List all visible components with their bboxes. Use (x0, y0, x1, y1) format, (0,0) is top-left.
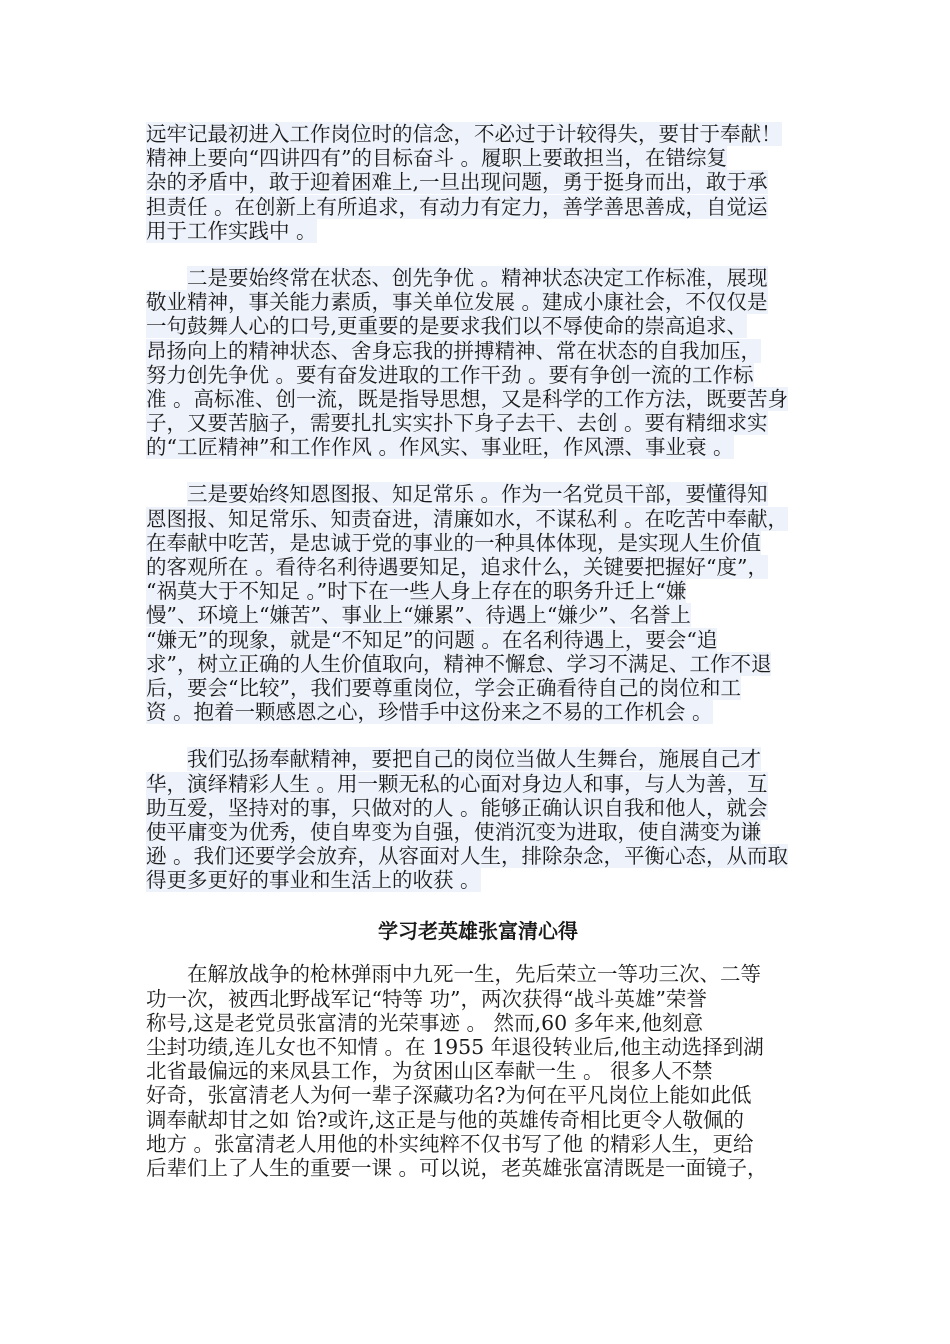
text-line: 精神上要向“四讲四有”的目标奋斗 。履职上要敢担当，在错综复 (146, 146, 727, 171)
text-line: 慢”、环境上“嫌苦”、事业上“嫌累”、待遇上“嫌少”、名誉上 (146, 603, 691, 628)
paragraph-spacer (146, 459, 810, 482)
paragraph (146, 747, 810, 892)
text-line: 地方 。张富清老人用他的朴实纯粹不仅书写了他 的精彩人生，更给 (146, 1131, 754, 1156)
text-line: 准 。高标准、创一流，既是指导思想，又是科学的工作方法，既要苦身 (146, 386, 789, 411)
text-line: 三是要始终知恩图报、知足常乐 。作为一名党员干部，要懂得知 (187, 482, 768, 507)
text-line: 一句鼓舞人心的口号,更重要的是要求我们以不辱使命的崇高追求、 (146, 314, 748, 339)
text-line: 助互爱，坚持对的事，只做对的人 。能够正确认识自我和他人，就会 (146, 795, 768, 820)
text-line: 调奉献却甘之如 饴?或许,这正是与他的英雄传奇相比更令人敬佩的 (146, 1107, 745, 1132)
text-line: 称号,这是老党员张富清的光荣事迹 。 然而,60 多年来,他刻意 (146, 1010, 704, 1035)
text-line: 的客观所在 。看待名利待遇要知足，追求什么，关键要把握好“度”， (146, 555, 768, 579)
text-line: 在奉献中吃苦，是忠诚于党的事业的一种具体体现，是实现人生价值 (146, 530, 761, 555)
text-line: 的“工匠精神”和工作作风 。作风实、事业旺，作风漂、事业衰 。 (146, 435, 734, 460)
text-line: 北省最偏远的来凤县工作，为贫困山区奉献一生 。 很多人不禁 (146, 1059, 713, 1084)
paragraph (146, 962, 810, 1180)
text-line: 尘封功绩,连儿女也不知情 。在 1955 年退役转业后,他主动选择到湖 (146, 1035, 764, 1059)
paragraph-spacer (146, 892, 810, 915)
text-line: 昂扬向上的精神状态、舍身忘我的拼搏精神、常在状态的自我加压， (146, 338, 761, 363)
text-line: 好奇，张富清老人为何一辈子深藏功名?为何在平凡岗位上能如此低 (146, 1083, 752, 1108)
text-line: 远牢记最初进入工作岗位时的信念，不必过于计较得失，要甘于奉献！ (146, 122, 782, 146)
paragraph-spacer (146, 243, 810, 266)
paragraph-spacer (146, 724, 810, 747)
text-line: 努力创先争优 。要有奋发进取的工作干劲 。要有争创一流的工作标 (146, 362, 754, 387)
text-line: 子，又要苦脑子，需要扎扎实实扑下身子去干、去创 。要有精细求实 (146, 411, 768, 436)
text-line: 二是要始终常在状态、创先争优 。精神状态决定工作标准，展现 (187, 265, 768, 290)
text-line: 担责任 。在创新上有所追求，有动力有定力，善学善思善成，自觉运 (146, 194, 768, 219)
text-line: 恩图报、知足常乐、知责奋进，清廉如水，不谋私利 。在吃苦中奉献， (146, 506, 789, 531)
text-line: 功一次，被西北野战军记“特等 功”，两次获得“战斗英雄”荣誉 (146, 986, 707, 1011)
text-line: 资 。抱着一颗感恩之心，珍惜手中这份来之不易的工作机会 。 (146, 700, 713, 725)
paragraph (146, 266, 810, 460)
text-line: 华，演绎精彩人生 。用一颗无私的心面对身边人和事，与人为善，互 (146, 771, 768, 796)
text-line: 用于工作实践中 。 (146, 218, 317, 243)
section-heading: 学习老英雄张富清心得 (378, 919, 578, 944)
text-line: 使平庸变为优秀，使自卑变为自强，使消沉变为进取，使自满变为谦 (146, 819, 761, 844)
document-page (146, 122, 810, 1180)
text-line: 后辈们上了人生的重要一课 。可以说，老英雄张富清既是一面镜子， (146, 1155, 768, 1180)
text-line: “嫌无”的现象，就是“不知足”的问题 。在名利待遇上，要会“追 (146, 627, 718, 652)
paragraph (146, 122, 810, 243)
text-line: 我们弘扬奉献精神，要把自己的岗位当做人生舞台，施展自己才 (187, 747, 761, 772)
text-line: 杂的矛盾中，敢于迎着困难上,一旦出现问题，勇于挺身而出，敢于承 (146, 170, 768, 195)
text-line: 后，要会“比较”，我们要尊重岗位，学会正确看待自己的岗位和工 (146, 675, 741, 700)
text-line: 敬业精神，事关能力素质，事关单位发展 。建成小康社会，不仅仅是 (146, 290, 768, 315)
text-line: 得更多更好的事业和生活上的收获 。 (146, 868, 481, 893)
text-line: “祸莫大于不知足 。”时下在一些人身上存在的职务升迁上“嫌 (146, 579, 687, 604)
text-line: 逊 。我们还要学会放弃，从容面对人生，排除杂念，平衡心态，从而取 (146, 844, 789, 869)
text-line: 在解放战争的枪林弹雨中九死一生，先后荣立一等功三次、二等 (187, 962, 761, 987)
paragraph (146, 482, 810, 724)
text-line: 求”，树立正确的人生价值取向，精神不懈怠、学习不满足、工作不退 (146, 651, 772, 676)
